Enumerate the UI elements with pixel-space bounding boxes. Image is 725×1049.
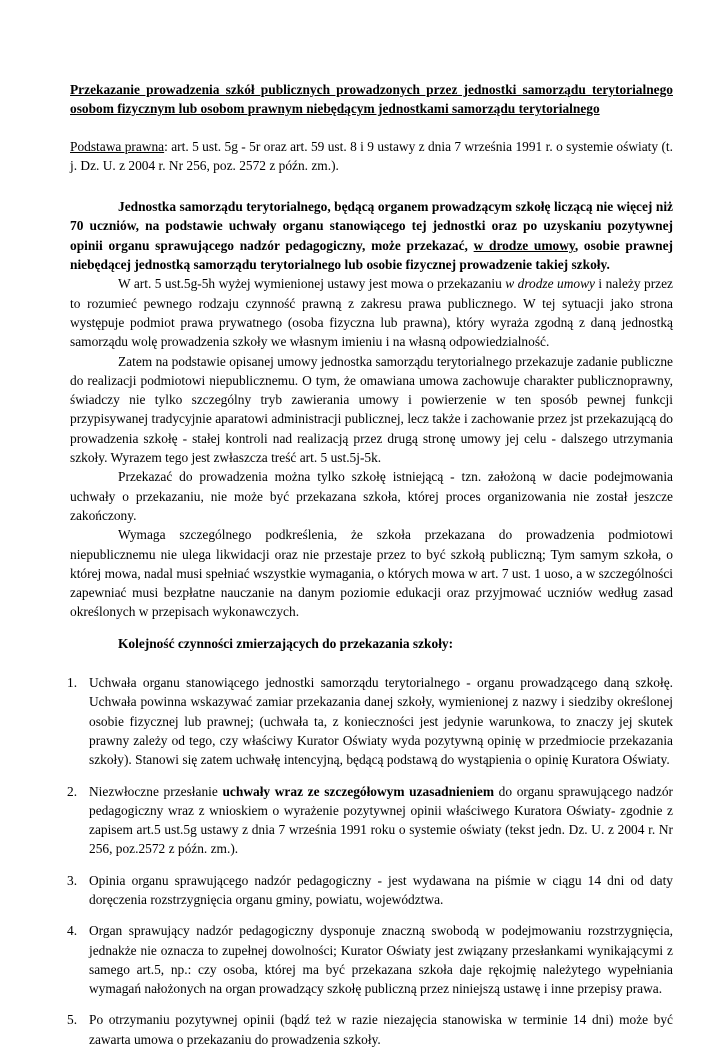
- intro-text-underlined: w drodze umowy: [473, 237, 575, 253]
- list-item-text: Organ sprawujący nadzór pedagogiczny dysponuje znaczną swobodą w podejmowaniu rozstrzygnięcia, jednakże nie oznacza to zupełnej dowolności; Kurator Oświaty jest związany przesłankami wynikającymi z samego art.5, np.: czy osoba, której ma być przekazana szkoła daje rękojmię należytego wypełniania wymagań nałożonych na organ prowadzący szkołę publiczną przez niniejszą ustawę i inne przepisy prawa.: [89, 923, 673, 997]
- legal-basis: [70, 137, 673, 176]
- list-item-number: 2.: [67, 783, 78, 799]
- list-item: [67, 782, 673, 859]
- list-item-text: Po otrzymaniu pozytywnej opinii (bądź też w razie niezajęcia stanowiska w terminie 14 dni) może być zawarta umowa o przekazaniu do prowadzenia szkoły.: [89, 1012, 673, 1047]
- legal-basis-label: Podstawa prawna: [70, 138, 165, 154]
- paragraph-3: Przekazać do prowadzenia można tylko szkołę istniejącą - tzn. założoną w dacie podejmowania uchwały o przekazaniu, nie może być przekazana szkoła, której proces organizowania nie został jeszcze zakończony.: [70, 469, 673, 523]
- list-item-text: Uchwała organu stanowiącego jednostki samorządu terytorialnego - organu prowadzącego daną szkołę. Uchwała powinna wskazywać zamiar przekazania danej szkoły, wymienionej z nazwy i siedziby określonej osobie fizycznej lub prawnej; (uchwała ta, z konieczności jest jedynie warunkowa, to znaczy jej skutek prawny zależy od tego, czy właściwy Kurator Oświaty wyda pozytywną opinię w przedmiocie przekazania szkoły). Stanowi się zatem uchwałę intencyjną, będącą podstawą do wystąpienia o opinię Kuratora Oświaty.: [89, 675, 673, 768]
- intro-text-b: , osobie prawnej niebędącej jednostką samorządu terytorialnego lub osobie fizycznej prowadzenie takiej szkoły.: [70, 237, 673, 273]
- document-title: Przekazanie prowadzenia szkół publicznych prowadzonych przez jednostki samorządu terytorialnego osobom fizycznym lub osobom prawnym niebędącym jednostkami samorządu terytorialnego: [70, 82, 673, 117]
- paragraph-1-italic: w drodze umowy: [505, 276, 595, 292]
- list-item: [67, 673, 673, 769]
- steps-heading: Kolejność czynności zmierzających do przekazania szkoły:: [118, 635, 454, 651]
- list-item-text-b: do organu sprawującego nadzór pedagogiczny wraz z wnioskiem o wyrażenie pozytywnej opinii właściwego Kuratora Oświaty- zgodnie z zapisem art.5 ust.5g ustawy z dnia 7 września 1991 roku o systemie oświaty (tekst jedn. Dz. U. z 2004 r. Nr 256, poz.2572 z późn. zm.).: [89, 783, 673, 857]
- list-item-number: 3.: [67, 872, 78, 888]
- legal-basis-text: : art. 5 ust. 5g - 5r oraz art. 59 ust. 8 i 9 ustawy z dnia 7 września 1991 r. o systemie oświaty (t. j. Dz. U. z 2004 r. Nr 256, poz. 2572 z późn. zm.).: [70, 138, 673, 173]
- list-item-text: Opinia organu sprawującego nadzór pedagogiczny - jest wydawana na piśmie w ciągu 14 dni od daty doręczenia rozstrzygnięcia organu gminy, powiatu, województwa.: [89, 872, 673, 907]
- list-item: [67, 871, 673, 910]
- steps-list: [67, 673, 673, 1049]
- list-item: [67, 921, 673, 998]
- paragraph-1-text-b: i należy przez to rozumieć pewnego rodzaju czynność prawną z zakresu prawa publicznego. W tej sytuacji jako strona występuje podmiot prawa prywatnego (osoba fizyczna lub prawna), który wyraża zgodną z daną jednostką samorządu wolę prowadzenia szkoły we własnym imieniu i na własną odpowiedzialność.: [70, 276, 673, 350]
- paragraph-1-text-a: W art. 5 ust.5g-5h wyżej wymienionej ustawy jest mowa o przekazaniu: [118, 276, 506, 292]
- paragraph-2: Zatem na podstawie opisanej umowy jednostka samorządu terytorialnego przekazuje zadanie publiczne do realizacji podmiotowi niepublicznemu. O tym, że omawiana umowa zachowuje charakter publicznoprawny, świadczy nie tylko szczególny tryb zawierania umowy i powierzenie w ten sposób pewnej funkcji przypisywanej tradycyjnie aparatowi administracji publicznej, lecz także i zachowanie przez jst przekazującą do prowadzenia szkołę - stałej kontroli nad realizacją przez drugą stronę umowy jej celu - dalszego utrzymania szkoły. Wyrazem tego jest zwłaszcza treść art. 5 ust.5j-5k.: [70, 353, 673, 466]
- list-item-number: 4.: [67, 923, 78, 939]
- intro-paragraph: [70, 197, 673, 274]
- list-item-text-a: Niezwłoczne przesłanie: [89, 783, 223, 799]
- list-item: [67, 1010, 673, 1049]
- intro-text-a: Jednostka samorządu terytorialnego, będącą organem prowadzącym szkołę liczącą nie więcej niż 70 uczniów, na podstawie uchwały organu stanowiącego tej jednostki oraz po uzyskaniu pozytywnej opinii organu sprawującego nadzór pedagogiczny, może przekazać,: [70, 199, 673, 253]
- list-item-text-bold: uchwały wraz ze szczegółowym uzasadnieniem: [222, 783, 494, 799]
- paragraph-1: [70, 274, 673, 351]
- paragraph-4: Wymaga szczególnego podkreślenia, że szkoła przekazana do prowadzenia podmiotowi niepublicznemu nie ulega likwidacji oraz nie przestaje przez to być szkołą publiczną; Tym samym szkoła, o której mowa, nadal musi spełniać wszystkie wymagania, o których mowa w art. 7 ust. 1 uoso, a w szczególności zapewniać musi bezpłatne nauczanie na danym poziomie edukacji oraz przyjmować uczniów według zasad określonych w przepisach wykonawczych.: [70, 527, 673, 620]
- list-item-number: 1.: [67, 675, 78, 691]
- list-item-number: 5.: [67, 1012, 78, 1028]
